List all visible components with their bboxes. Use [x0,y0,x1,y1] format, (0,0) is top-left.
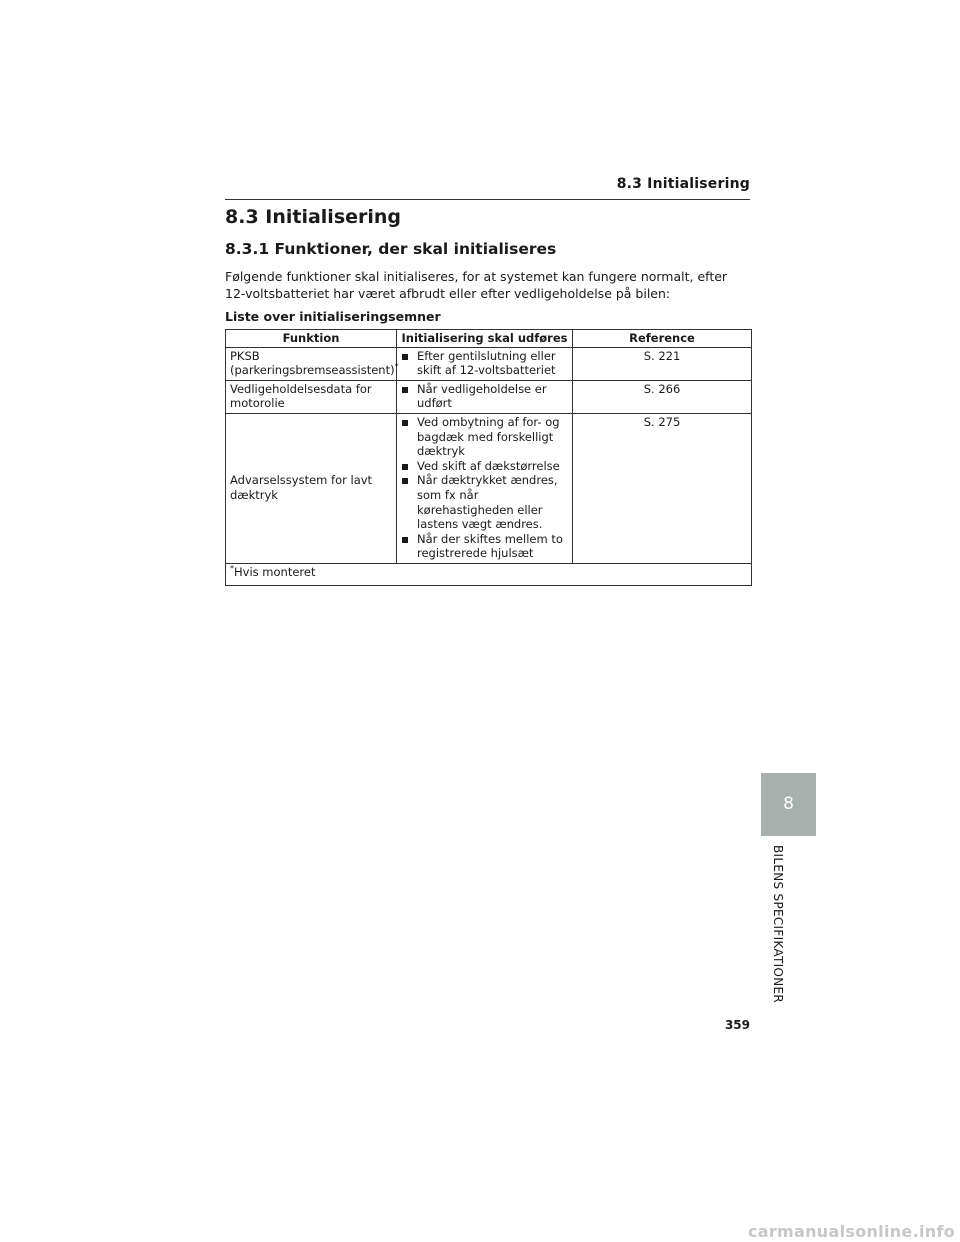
condition-item: Når dæktrykket ændres, som fx når kørehastigheden eller lastens vægt ændres. [401,473,568,531]
function-cell [226,347,397,380]
initialization-cell [394,347,573,380]
condition-item: Når vedligeholdelse er udført [401,382,568,411]
page-number: 359 [724,1018,750,1032]
reference-cell: S. 275 [573,413,752,563]
running-header: 8.3 Initialisering [616,176,750,192]
condition-item: Ved ombytning af for- og bagdæk med forskelligt dæktryk [401,415,568,459]
reference-cell: S. 266 [573,380,752,413]
function-name: Advarselssystem for lavt [230,473,373,488]
condition-list [401,349,568,378]
list-title: Liste over initialiseringsemner [225,309,441,324]
initialization-table [225,329,752,586]
header-rule [225,199,750,200]
function-name-detail: motorolie [230,396,285,411]
initialization-cell [397,380,573,413]
chapter-tab: 8 [761,773,816,836]
condition-item: Når der skiftes mellem to registrerede hjulsæt [401,532,568,561]
header-function: Funktion [226,330,397,348]
table-header-row [226,330,752,348]
condition-list [401,382,568,411]
function-name: Vedligeholdelsesdata for [230,381,372,396]
intro-line-2: 12-voltsbatteriet har været afbrudt eller efter vedligeholdelse på bilen: [225,286,671,301]
function-name-detail: dæktryk [230,487,278,502]
header-initialization: Initialisering skal udføres [397,330,573,348]
reference-cell: S. 221 [573,347,752,380]
footnote-cell [226,563,752,585]
condition-item: Efter gentilslutning eller skift af 12-voltsbatteriet [401,349,568,378]
table-row [226,347,752,380]
function-cell [226,413,397,563]
function-name: PKSB [230,348,260,363]
section-title: 8.3 Initialisering [225,206,402,228]
intro-paragraph [225,268,750,302]
header-reference: Reference [573,330,752,348]
function-cell [226,380,397,413]
condition-item: Ved skift af dækstørrelse [401,459,568,474]
footnote-marker: * [394,362,399,372]
watermark: carmanualsonline.info [747,1222,955,1241]
function-name-detail: (parkeringsbremseassistent) [230,363,395,378]
table-row [226,380,752,413]
footnote-text: Hvis monteret [234,564,316,579]
intro-line-1: Følgende funktioner skal initialiseres, for at systemet kan fungere normalt, efter [225,269,728,284]
chapter-label: BILENS SPECIFIKATIONER [771,845,785,1003]
initialization-cell [397,413,573,563]
subsection-title: 8.3.1 Funktioner, der skal initialiseres [225,240,557,258]
footnote-marker: * [230,564,234,574]
table-row [226,413,752,563]
footnote-row [226,563,752,585]
condition-list [401,415,568,561]
